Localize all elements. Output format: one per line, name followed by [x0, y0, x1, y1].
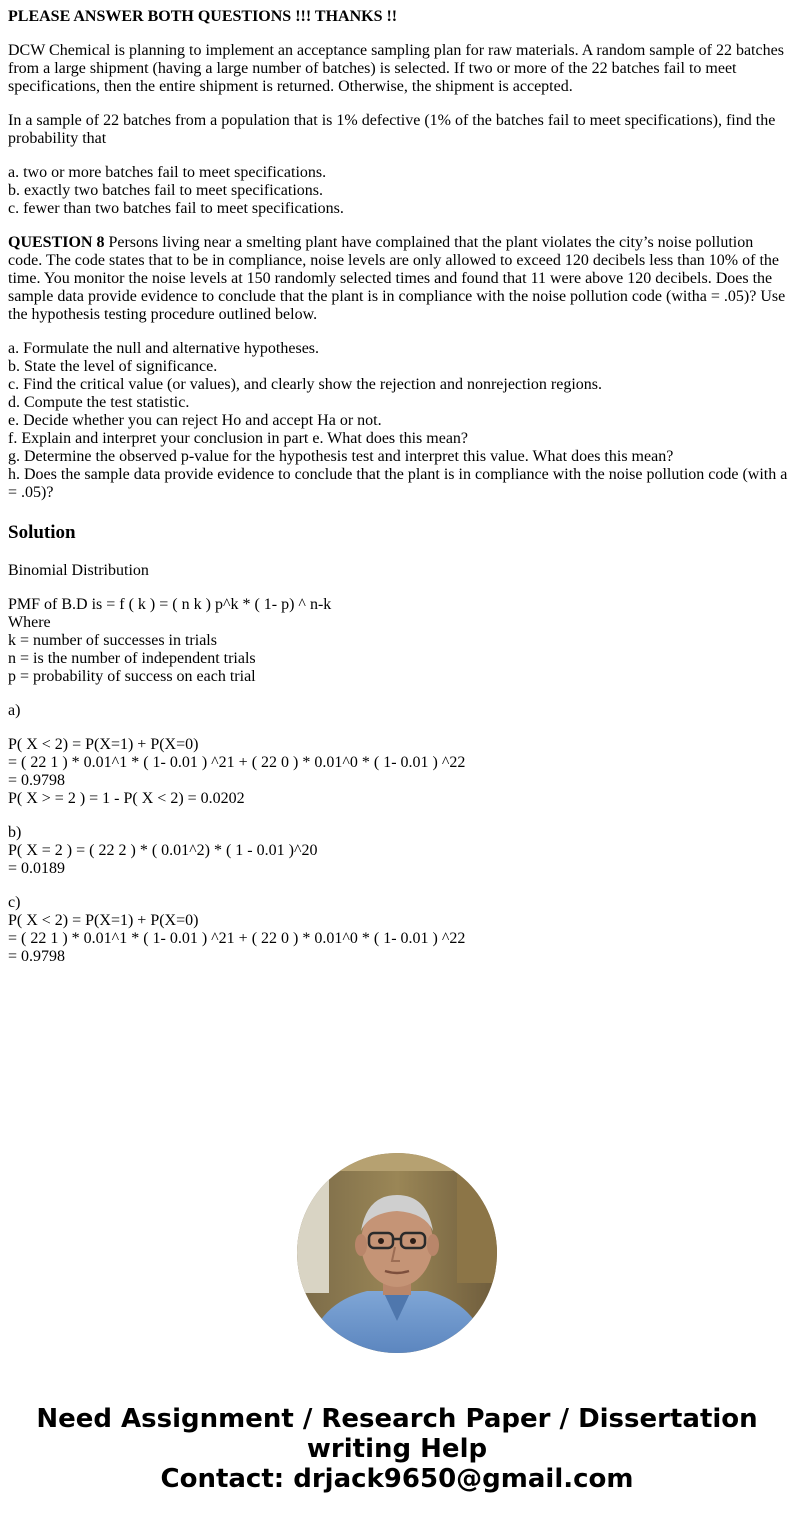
question1-part-a: a. two or more batches fail to meet specifications. [8, 164, 327, 181]
solution-heading: Solution [8, 522, 76, 543]
part-b-line-3: = 0.0189 [8, 860, 66, 877]
question1-part-c: c. fewer than two batches fail to meet specifications. [8, 200, 344, 217]
pmf-def-k: k = number of successes in trials [8, 632, 217, 649]
question8-body: Persons living near a smelting plant have complained that the plant violates the city’s noise pollution code. The code states that to be in compliance, noise levels are only allowed to exceed 120 decibels less than 10% of the time. You monitor the noise levels at 150 randomly selected times and found that 11 were above 120 decibels. Does the sample data provide evidence to conclude that the plant is in compliance with the noise pollution code (witha = .05)? Use the hypothesis testing procedure outlined below. [8, 234, 786, 323]
part-b-line-2: P( X = 2 ) = ( 22 2 ) * ( 0.01^2) * ( 1 - 0.01 )^20 [8, 842, 318, 859]
question8-parts [8, 340, 788, 502]
solution-part-b [8, 824, 788, 878]
question8-part-d: d. Compute the test statistic. [8, 394, 190, 411]
question8-label: QUESTION 8 [8, 234, 105, 251]
part-a-line-1: P( X < 2) = P(X=1) + P(X=0) [8, 736, 199, 753]
promo-line-1: Need Assignment / Research Paper / Dissertation [36, 1404, 758, 1434]
question1-prompt: In a sample of 22 batches from a population that is 1% defective (1% of the batches fail to meet specifications), find the probability that [8, 112, 776, 147]
author-avatar [297, 1153, 497, 1353]
part-b-line-1: b) [8, 824, 22, 841]
question8-part-e: e. Decide whether you can reject Ho and accept Ha or not. [8, 412, 382, 429]
part-a-line-3: = 0.9798 [8, 772, 66, 789]
part-a-line-2: = ( 22 1 ) * 0.01^1 * ( 1- 0.01 ) ^21 + ( 22 0 ) * 0.01^0 * ( 1- 0.01 ) ^22 [8, 754, 466, 771]
question8-part-b: b. State the level of significance. [8, 358, 218, 375]
part-c-line-2: P( X < 2) = P(X=1) + P(X=0) [8, 912, 199, 929]
pmf-formula: PMF of B.D is = f ( k ) = ( n k ) p^k * ( 1- p) ^ n-k [8, 596, 332, 613]
promo-contact: Contact: drjack9650@gmail.com [160, 1464, 634, 1494]
solution-part-c [8, 894, 788, 966]
document-body [8, 8, 788, 982]
pmf-def-p: p = probability of success on each trial [8, 668, 256, 685]
solution-topic: Binomial Distribution [8, 562, 149, 579]
part-a-line-4: P( X > = 2 ) = 1 - P( X < 2) = 0.0202 [8, 790, 245, 807]
part-c-line-1: c) [8, 894, 21, 911]
question8-part-a: a. Formulate the null and alternative hypotheses. [8, 340, 320, 357]
solution-pmf [8, 596, 788, 686]
question8-part-h: h. Does the sample data provide evidence to conclude that the plant is in compliance with the noise pollution code (with a = .05)? [8, 466, 788, 501]
solution-part-a [8, 736, 788, 808]
question8-part-f: f. Explain and interpret your conclusion in part e. What does this mean? [8, 430, 469, 447]
question1-part-b: b. exactly two batches fail to meet specifications. [8, 182, 323, 199]
promo-banner [0, 1404, 794, 1494]
promo-line-2: writing Help [306, 1434, 488, 1464]
question1-parts [8, 164, 788, 218]
pmf-def-n: n = is the number of independent trials [8, 650, 256, 667]
part-c-line-3: = ( 22 1 ) * 0.01^1 * ( 1- 0.01 ) ^21 + ( 22 0 ) * 0.01^0 * ( 1- 0.01 ) ^22 [8, 930, 466, 947]
question8-text [8, 234, 788, 324]
question1-intro: DCW Chemical is planning to implement an acceptance sampling plan for raw materials. A random sample of 22 batches from a large shipment (having a large number of batches) is selected. If two or more of the 22 batches fail to meet specifications, then the entire shipment is returned. Otherwise, the shipment is accepted. [8, 42, 784, 95]
pmf-where: Where [8, 614, 51, 631]
solution-part-a-label: a) [8, 702, 21, 719]
request-banner: PLEASE ANSWER BOTH QUESTIONS !!! THANKS !! [8, 8, 398, 25]
question8-part-g: g. Determine the observed p-value for the hypothesis test and interpret this value. What does this mean? [8, 448, 674, 465]
question8-part-c: c. Find the critical value (or values), and clearly show the rejection and nonrejection regions. [8, 376, 603, 393]
part-c-line-4: = 0.9798 [8, 948, 66, 965]
author-portrait-image [297, 1153, 497, 1353]
